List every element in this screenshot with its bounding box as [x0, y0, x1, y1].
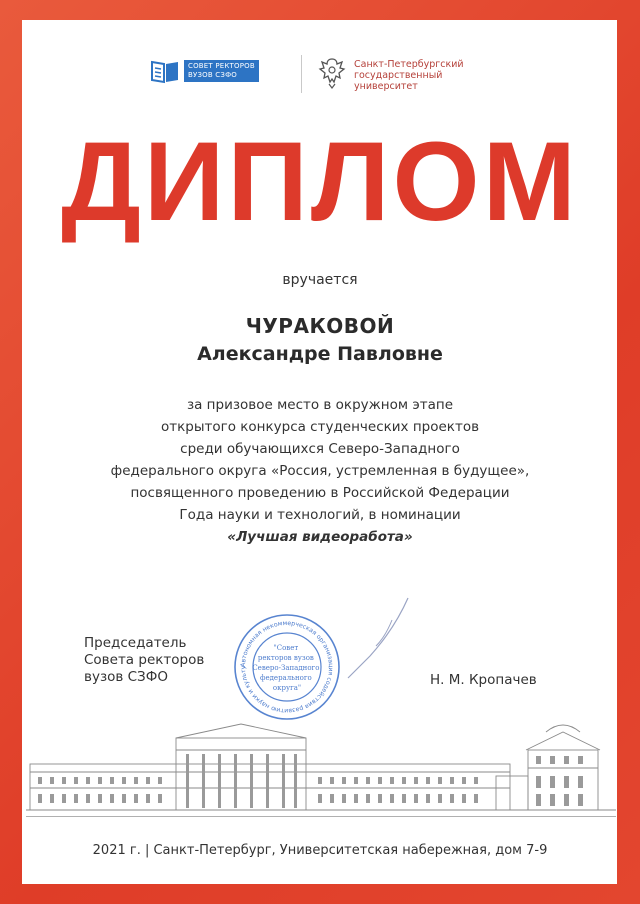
reason-line: среди обучающихся Северо-Западного [180, 441, 460, 457]
stamp-center-line: Северо-Западного [252, 664, 320, 672]
award-reason [60, 394, 580, 548]
chair-line-2: Совета ректоров [84, 652, 205, 668]
footer-divider [26, 816, 616, 817]
stamp-center-line: "Совет [273, 644, 299, 652]
reason-line: федерального округа «Россия, устремленная в будущее», [110, 463, 530, 479]
chair-line-3: вузов СЗФО [84, 669, 168, 685]
spbu-line-1: Санкт-Петербургский [354, 58, 464, 70]
book-icon [150, 58, 180, 84]
council-line-1: СОВЕТ РЕКТОРОВ [188, 62, 255, 70]
chair-line-1: Председатель [84, 635, 187, 651]
official-stamp [232, 612, 342, 726]
university-building-illustration [26, 720, 616, 820]
recipient-surname: ЧУРАКОВОЙ [245, 314, 395, 338]
chair-title [84, 635, 204, 686]
nomination: «Лучшая видеоработа» [227, 529, 413, 545]
reason-line: открытого конкурса студенческих проектов [160, 419, 480, 435]
stamp-center-line: федерального [260, 674, 312, 682]
stamp-ring-text: Автономная некоммерческая организация содействия развитию науки и культу [239, 619, 335, 715]
spbu-logo [318, 56, 464, 94]
recipient-given-names: Александре Павловне [197, 343, 443, 365]
signer-name: Н. М. Кропачев [430, 672, 537, 688]
reason-line: посвященного проведению в Российской Федерации [130, 485, 510, 501]
reason-line: за призовое место в окружном этапе [186, 397, 454, 413]
spbu-line-3: университет [354, 80, 418, 92]
diploma-title: ДИПЛОМ [61, 119, 579, 244]
signature [330, 596, 420, 690]
stamp-center-line: округа" [272, 684, 302, 692]
council-line-2: ВУЗОВ СЗФО [188, 71, 238, 79]
spbu-name [354, 59, 464, 92]
council-name [184, 60, 259, 82]
spbu-line-2: государственный [354, 69, 443, 81]
svg-text:"Совет ректоров вузов [252, 644, 321, 692]
council-logo [150, 58, 259, 84]
stamp-center-line: ректоров вузов [257, 654, 314, 662]
awarded-text: вручается [282, 272, 358, 288]
logo-divider [301, 55, 302, 93]
footer-text: 2021 г. | Санкт-Петербург, Университетская набережная, дом 7-9 [92, 843, 548, 858]
reason-line: Года науки и технологий, в номинации [179, 507, 461, 523]
eagle-crest-icon [318, 56, 346, 94]
